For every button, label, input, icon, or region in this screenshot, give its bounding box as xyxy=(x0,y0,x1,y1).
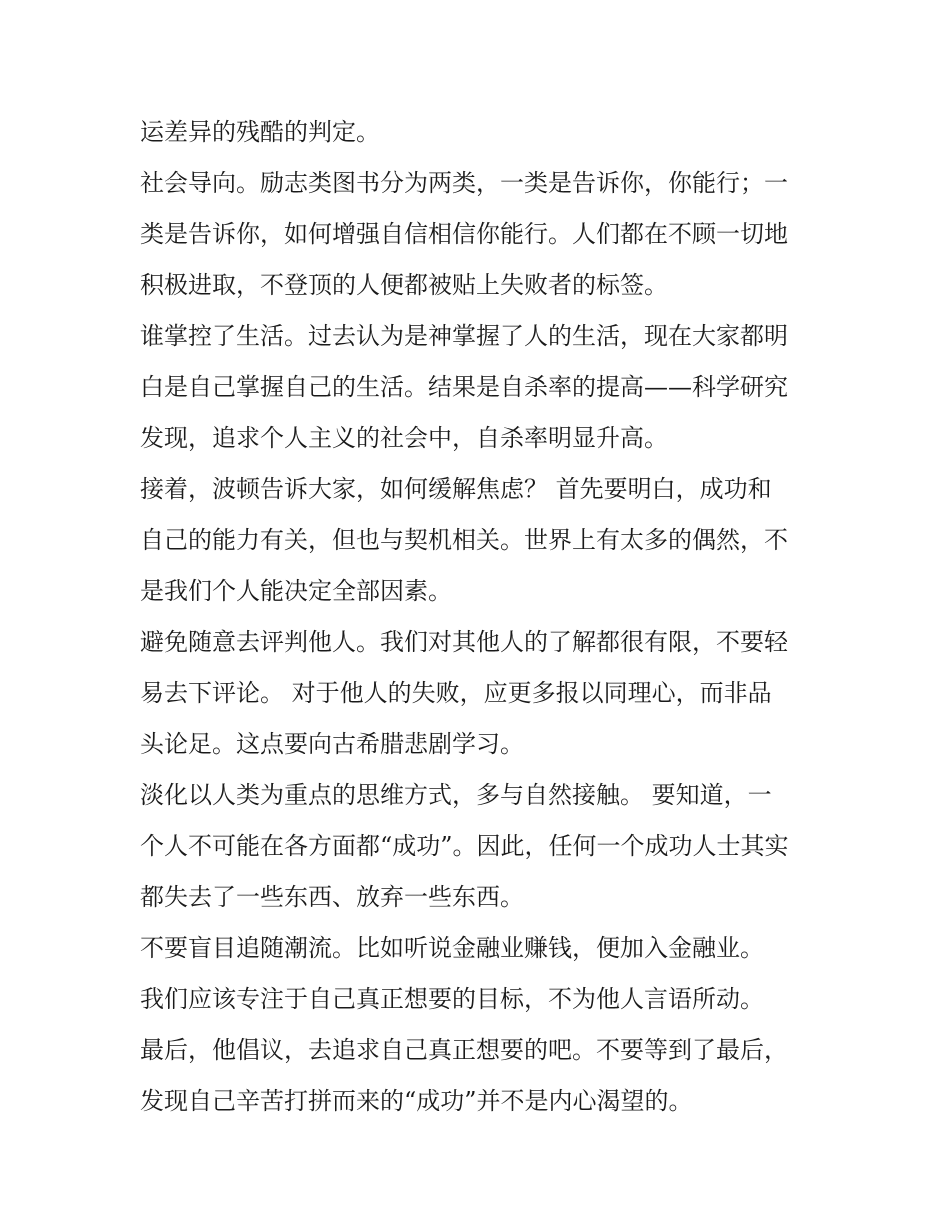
text-line: 最后，他倡议，去追求自己真正想要的吧。不要等到了最后， xyxy=(140,1036,788,1064)
text-line: 是我们个人能决定全部因素。 xyxy=(140,577,452,605)
text-line: 淡化以人类为重点的思维方式，多与自然接触。 要知道，一 xyxy=(140,781,772,809)
document-body xyxy=(140,107,820,1127)
text-line: 头论足。这点要向古希腊悲剧学习。 xyxy=(140,730,524,758)
paragraph-social-orientation xyxy=(140,158,820,311)
text-line: 接着，波顿告诉大家，如何缓解焦虑？ 首先要明白，成功和 xyxy=(140,475,772,503)
text-line: 避免随意去评判他人。我们对其他人的了解都很有限，不要轻 xyxy=(140,628,788,656)
paragraph-focus-on-goals xyxy=(140,974,820,1025)
paragraph-conclusion xyxy=(140,1025,820,1127)
text-line: 社会导向。励志类图书分为两类，一类是告诉你，你能行；一 xyxy=(140,169,788,197)
text-line: 易去下评论。 对于他人的失败，应更多报以同理心，而非品 xyxy=(140,679,772,707)
text-line: 谁掌控了生活。过去认为是神掌握了人的生活，现在大家都明 xyxy=(140,322,788,350)
text-line: 发现，追求个人主义的社会中，自杀率明显升高。 xyxy=(140,424,668,452)
paragraph-fate-judgement xyxy=(140,107,820,158)
paragraph-avoid-judging xyxy=(140,617,820,770)
text-line: 类是告诉你，如何增强自信相信你能行。人们都在不顾一切地 xyxy=(140,220,788,248)
text-line: 积极进取，不登顶的人便都被贴上失败者的标签。 xyxy=(140,271,668,299)
text-line: 运差异的残酷的判定。 xyxy=(140,118,380,146)
paragraph-relieve-anxiety xyxy=(140,464,820,617)
text-line: 白是自己掌握自己的生活。结果是自杀率的提高——科学研究 xyxy=(140,373,788,401)
paragraph-who-controls-life xyxy=(140,311,820,464)
text-line: 自己的能力有关，但也与契机相关。世界上有太多的偶然，不 xyxy=(140,526,788,554)
text-line: 个人不可能在各方面都“成功”。因此，任何一个成功人士其实 xyxy=(140,832,789,860)
text-line: 都失去了一些东西、放弃一些东西。 xyxy=(140,883,524,911)
text-line: 不要盲目追随潮流。比如听说金融业赚钱，便加入金融业。 xyxy=(140,934,764,962)
paragraph-contact-nature xyxy=(140,770,820,923)
text-line: 发现自己辛苦打拼而来的“成功”并不是内心渴望的。 xyxy=(140,1087,693,1115)
text-line: 我们应该专注于自己真正想要的目标，不为他人言语所动。 xyxy=(140,985,764,1013)
paragraph-dont-follow-trends xyxy=(140,923,820,974)
